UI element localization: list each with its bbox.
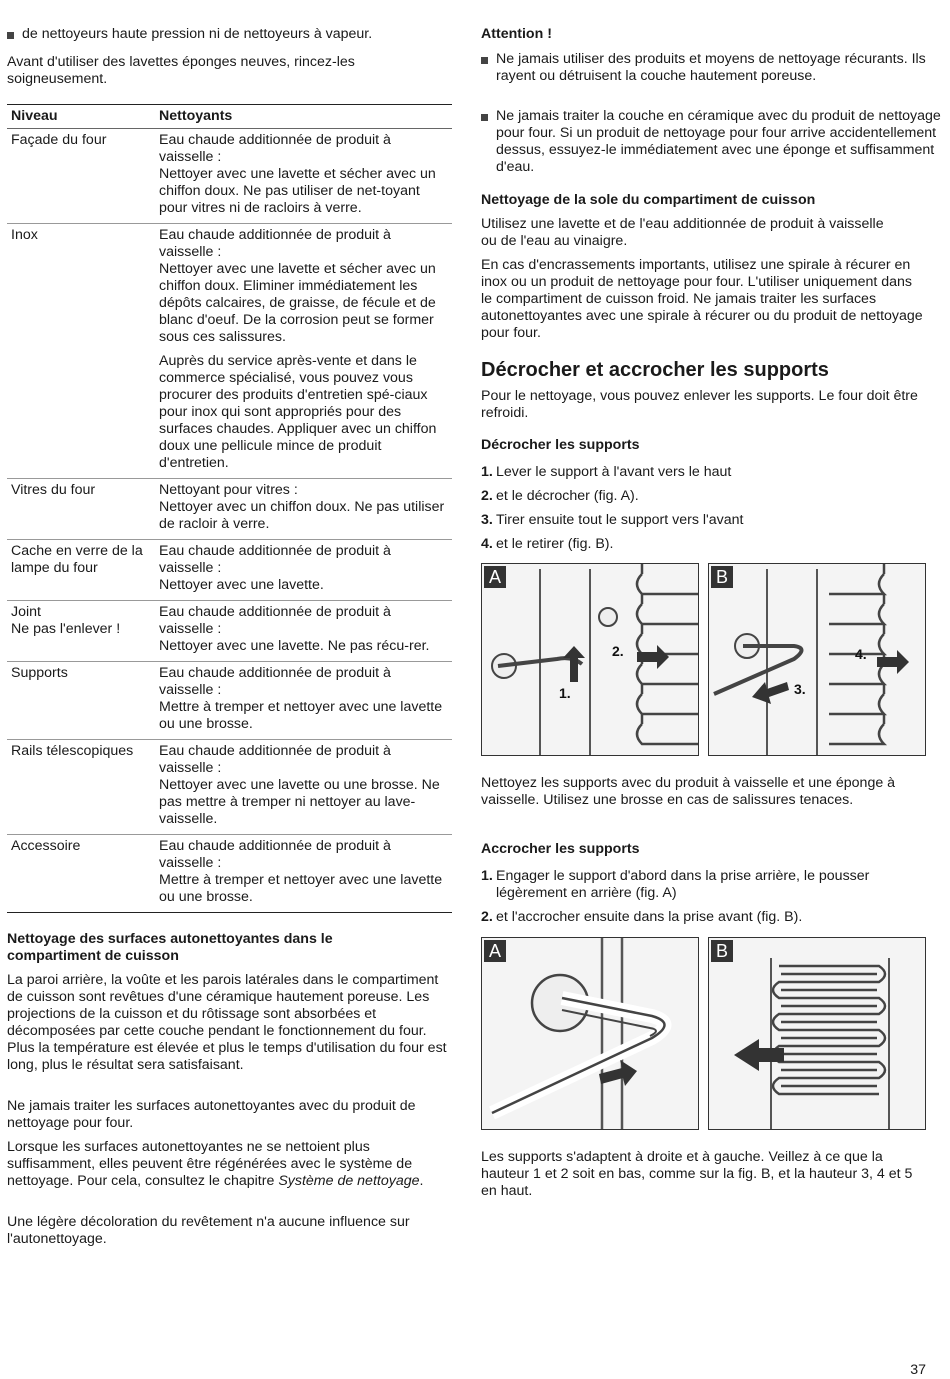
figure-letter-a: A [484,940,506,962]
table-row [7,835,452,913]
step-item: 2. et l'accrocher ensuite dans la prise avant (fig. B). [481,909,803,925]
nettoyants-text: Nettoyer avec une lavette et sécher avec un chiffon doux. Eliminer immédiatement les dépôts calcaires, de graisse, de fécule et de blanc d'oeuf. De la corrosion peut se former sous ces salissures. [159,261,436,345]
nettoyants-text: Nettoyer avec une lavette. [159,577,324,593]
after-figure-paragraph: Nettoyez les supports avec du produit à vaisselle et une éponge à vaisselle. Utilisez une brosse en cas de salissures tenaces. [481,775,896,808]
figure-letter-b: B [711,940,733,962]
bullet-square-icon [481,114,488,121]
decrocher-steps [481,464,926,560]
intro-paragraph: Avant d'utiliser des lavettes éponges neuves, rincez-les soigneusement. [7,54,355,87]
autoclean-heading: Nettoyage des surfaces autonettoyantes dans le compartiment de cuisson [7,931,333,964]
nettoyants-cell [155,540,452,601]
nettoyants-text: Mettre à tremper et nettoyer avec une lavette ou une brosse. [159,872,443,905]
niveau-cell [7,129,155,224]
autoclean-paragraph-4: Une légère décoloration du revêtement n'a aucune influence sur l'autonettoyage. [7,1214,410,1247]
sole-heading: Nettoyage de la sole du compartiment de cuisson [481,192,816,208]
table-row [7,129,452,224]
label-2: 2. [612,643,624,659]
nettoyants-text: Eau chaude additionnée de produit à vaisselle : [159,543,391,576]
autoclean-paragraph-2: Ne jamais traiter les surfaces autonettoyantes avec du produit de nettoyage pour four. [7,1098,416,1131]
niveau-text: Supports [11,665,68,681]
accrocher-steps [481,868,926,933]
niveau-text: Joint [11,604,41,620]
intro-bullet: de nettoyeurs haute pression ni de nettoyeurs à vapeur. [7,26,467,43]
niveau-text: Cache en verre de la lampe du four [11,543,143,576]
nettoyants-extra-text: Auprès du service après-vente et dans le commerce spécialisé, vous pouvez vous procurer des produits d'entretien spé-ciaux pour inox qui sont appropriés pour des surfaces chaudes. Appliquer avec un chiffon doux une pellicule mince de produit d'entretien. [159,353,437,471]
figure-decrocher-a [481,563,699,756]
niveau-cell [7,835,155,913]
nettoyants-text: Mettre à tremper et nettoyer avec une lavette ou une brosse. [159,699,443,732]
cleaning-table [7,104,452,913]
nettoyants-text: Nettoyer avec un chiffon doux. Ne pas utiliser de racloir à verre. [159,499,445,532]
figure-letter-b: B [711,566,733,588]
niveau-cell [7,540,155,601]
step-item: 2. et le décrocher (fig. A). [481,488,639,504]
nettoyants-text: Eau chaude additionnée de produit à vaisselle : [159,604,391,637]
attention-bullet-1: Ne jamais utiliser des produits et moyens de nettoyage récurants. Ils rayent ou détruisent la couche hautement poreuse. [481,51,936,85]
illustration-support-hook [709,938,925,1129]
illustration-support-remove [709,564,925,755]
illustration-support-lift [482,564,698,755]
nettoyants-cell [155,129,452,224]
column-header-niveau: Niveau [7,105,155,129]
table-row [7,662,452,740]
final-paragraph: Les supports s'adaptent à droite et à gauche. Veillez à ce que la hauteur 1 et 2 soit en bas, comme sur la fig. B, et la hauteur 3, 4 et 5 en haut. [481,1149,913,1199]
cleaning-table-wrapper [7,104,452,913]
step-item: 1. Lever le support à l'avant vers le haut [481,464,732,480]
niveau-text: Rails télescopiques [11,743,134,759]
supports-intro: Pour le nettoyage, vous pouvez enlever les supports. Le four doit être refroidi. [481,388,918,421]
decrocher-heading: Décrocher les supports [481,437,640,453]
nettoyants-cell [155,224,452,479]
nettoyants-text: Eau chaude additionnée de produit à vaisselle : [159,743,391,776]
table-row [7,540,452,601]
page-number: 37 [910,1362,926,1378]
step-item: 4. et le retirer (fig. B). [481,536,614,552]
accrocher-heading: Accrocher les supports [481,841,640,857]
table-body [7,129,452,913]
bullet-square-icon [481,57,488,64]
niveau-text: Vitres du four [11,482,96,498]
step-item: 1. Engager le support d'abord dans la prise arrière, le pousser légèrement en arrière (fig. A) [481,868,870,901]
attention-bullet-2: Ne jamais traiter la couche en céramique avec du produit de nettoyage pour four. Si un produit de nettoyage pour four arrive accidentellement dessus, essuyez-le immédiatement avec une éponge et suffisamment d'eau. [481,108,941,176]
niveau-cell [7,601,155,662]
nettoyants-text: Nettoyer avec une lavette et sécher avec un chiffon doux. Ne pas utiliser de net-toyant pour vitres ni de racloirs à verre. [159,166,436,216]
table-row [7,224,452,479]
chapter-reference: Système de nettoyage [278,1173,420,1189]
niveau-text: Accessoire [11,838,81,854]
niveau-text: Façade du four [11,132,107,148]
nettoyants-text: Eau chaude additionnée de produit à vaisselle : [159,227,391,260]
bullet-square-icon [7,32,14,39]
illustration-support-engage [482,938,698,1129]
table-row [7,601,452,662]
sole-paragraph-2: En cas d'encrassements importants, utilisez une spirale à récurer en inox ou un produit de nettoyage pour four. L'utiliser uniquement dans le compartiment de cuisson froid. Ne jamais traiter les surfaces autonettoyantes avec une spirale à récurer ou du produit de nettoyage pour four. [481,257,923,341]
niveau-cell [7,740,155,835]
label-3: 3. [794,681,806,697]
nettoyants-cell [155,662,452,740]
figure-decrocher-b [708,563,926,756]
table-row [7,479,452,540]
nettoyants-text: Nettoyer avec une lavette. Ne pas récu-rer. [159,638,430,654]
niveau-cell [7,224,155,479]
figure-letter-a: A [484,566,506,588]
nettoyants-cell [155,835,452,913]
column-header-nettoyants: Nettoyants [155,105,452,129]
autoclean-paragraph-3: Lorsque les surfaces autonettoyantes ne se nettoient plus suffisamment, elles peuvent être régénérées avec le système de nettoyage. Pour cela, consultez le chapitre Système de nettoyage. [7,1139,424,1189]
niveau-text: Inox [11,227,38,243]
sole-paragraph-1: Utilisez une lavette et de l'eau additionnée de produit à vaisselle ou de l'eau au vinaigre. [481,216,884,249]
label-4: 4. [855,646,867,662]
nettoyants-text: Eau chaude additionnée de produit à vaisselle : [159,838,391,871]
nettoyants-text: Nettoyer avec une lavette ou une brosse. Ne pas mettre à tremper ni nettoyer au lave-vaisselle. [159,777,440,827]
table-row [7,740,452,835]
niveau-text: Ne pas l'enlever ! [11,621,121,637]
figure-accrocher-b [708,937,926,1130]
nettoyants-text: Eau chaude additionnée de produit à vaisselle : [159,665,391,698]
attention-title: Attention ! [481,26,552,42]
step-item: 3. Tirer ensuite tout le support vers l'avant [481,512,744,528]
nettoyants-text: Nettoyant pour vitres : [159,482,298,498]
nettoyants-cell [155,601,452,662]
nettoyants-cell [155,740,452,835]
niveau-cell [7,479,155,540]
label-1: 1. [559,685,571,701]
nettoyants-cell [155,479,452,540]
figure-accrocher-a [481,937,699,1130]
supports-title: Décrocher et accrocher les supports [481,359,829,381]
niveau-cell [7,662,155,740]
nettoyants-text: Eau chaude additionnée de produit à vaisselle : [159,132,391,165]
table-header-row [7,105,452,129]
autoclean-paragraph-1: La paroi arrière, la voûte et les parois latérales dans le compartiment de cuisson sont revêtues d'une céramique hautement poreuse. Les projections de la cuisson et du rôtissage sont absorbées et décomposées par cette couche pendant le fonctionnement du four. Plus la température est élevée et plus le temps d'utilisation du four est long, plus le résultat sera satisfaisant. [7,972,447,1073]
